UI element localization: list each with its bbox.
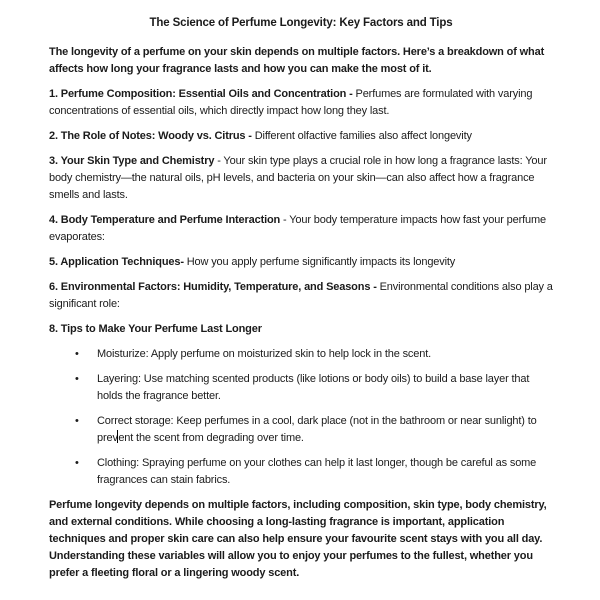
text-run: 8. Tips to Make Your Perfume Last Longer: [49, 323, 262, 335]
text-run: Correct storage: Keep perfumes in a cool, dark place (not in the bathroom or near sunlight) to prev: [97, 415, 537, 444]
bullet-item[interactable]: [49, 413, 553, 447]
bullet-marker-icon: •: [75, 415, 79, 427]
text-run: Perfume longevity depends on multiple factors, including composition, skin type, body chemistry, and external conditions. While choosing a long-lasting fragrance is important, application techniques and proper skin care can also help ensure your favourite scent stays with you all day. Understanding these variables will allow you to enjoy your perfumes to the fullest, whether you prefer a fleeting floral or a lingering woody scent.: [49, 499, 547, 579]
bullet-marker-icon: •: [75, 373, 79, 385]
paragraph[interactable]: [49, 254, 553, 271]
bullet-marker-icon: •: [75, 348, 79, 360]
text-run: Clothing: Spraying perfume on your clothes can help it last longer, though be careful as some fragrances can stain fabrics.: [97, 457, 537, 486]
text-run: 2. The Role of Notes: Woody vs. Citrus -: [49, 130, 255, 142]
document-title[interactable]: The Science of Perfume Longevity: Key Factors and Tips: [149, 17, 453, 29]
text-run: Moisturize: Apply perfume on moisturized skin to help lock in the scent.: [97, 348, 432, 360]
bullet-marker-icon: •: [75, 457, 79, 469]
text-run: 6. Environmental Factors: Humidity, Temperature, and Seasons -: [49, 281, 380, 293]
bullet-item[interactable]: [49, 346, 553, 363]
text-run: The longevity of a perfume on your skin depends on multiple factors. Here’s a breakdown of what affects how long your fragrance lasts and how you can make the most of it.: [49, 46, 545, 75]
paragraph[interactable]: [49, 212, 553, 246]
text-run: How you apply perfume significantly impacts its longevity: [183, 256, 456, 268]
text-run: 4. Body Temperature and Perfume Interaction: [49, 214, 281, 226]
bullet-item[interactable]: [49, 455, 553, 489]
document-content[interactable]: [49, 44, 553, 582]
section-heading[interactable]: [49, 321, 553, 338]
text-run: 3. Your Skin Type and Chemistry: [49, 155, 215, 167]
paragraph[interactable]: [49, 153, 553, 204]
text-run: 1. Perfume Composition: Essential Oils and Concentration -: [49, 88, 356, 100]
paragraph[interactable]: [49, 279, 553, 313]
paragraph[interactable]: [49, 497, 553, 582]
text-run: ent the scent from degrading over time.: [118, 432, 304, 444]
paragraph[interactable]: [49, 86, 553, 120]
text-run: Different olfactive families also affect longevity: [254, 130, 472, 142]
paragraph[interactable]: [49, 128, 553, 145]
text-run: Environmental conditions also play a significant role:: [49, 281, 553, 310]
bullet-item[interactable]: [49, 371, 553, 405]
text-run: Perfumes are formulated with varying concentrations of essential oils, which directly impact how long they last.: [49, 88, 533, 117]
text-run: - Your skin type plays a crucial role in how long a fragrance lasts: Your body chemistry—the natural oils, pH levels, and bacteria on your skin—can also affect how a fragrance smells and lasts.: [49, 155, 547, 201]
paragraph[interactable]: [49, 44, 553, 78]
text-run: 5. Application Techniques-: [49, 256, 184, 268]
text-run: Layering: Use matching scented products (like lotions or body oils) to build a base layer that holds the fragrance better.: [97, 373, 530, 402]
text-run: - Your body temperature impacts how fast your perfume evaporates:: [49, 214, 546, 243]
